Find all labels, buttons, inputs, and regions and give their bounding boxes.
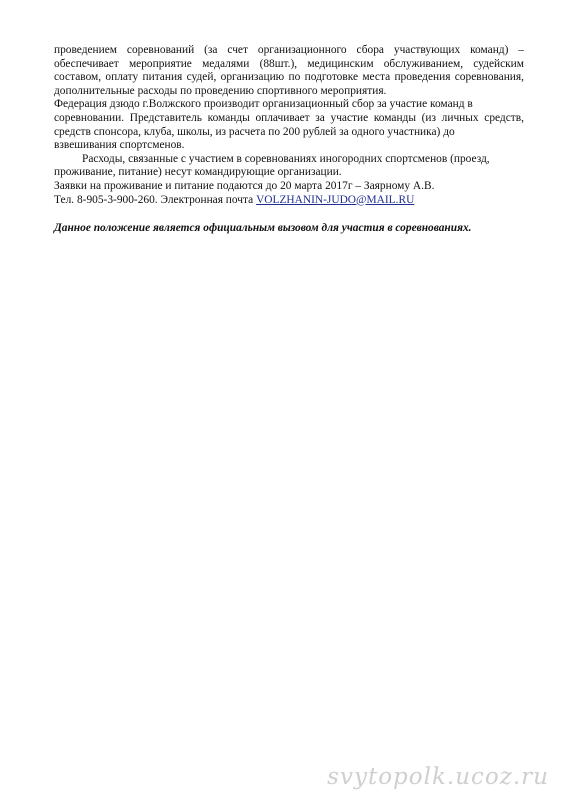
text-line: дополнительные расходы по проведению спортивного мероприятия. (54, 84, 387, 97)
phone-text: Тел. 8-905-3-900-260. Электронная почта (54, 193, 257, 206)
paragraph-travel-expenses (54, 153, 524, 180)
text-line: составом, оплату питания судей, организацию по подготовке места проведения соревнования, (54, 71, 524, 84)
contacts-block (54, 180, 524, 207)
text-line: проведением соревнований (за счет организационного сбора участвующих команд) – (54, 44, 524, 56)
email-link[interactable]: VOLZHANIN-JUDO@MAIL.RU (256, 193, 415, 206)
spacer (54, 207, 524, 220)
text-line: Федерация дзюдо г.Волжского производит организационный сбор за участие команд в (54, 98, 473, 111)
accommodation-deadline: Заявки на проживание и питание подаются до 20 марта 2017г – Заярному А.В. (54, 179, 435, 192)
site-watermark: svytopolk.ucoz.ru (327, 764, 549, 790)
text-line: взвешивания спортсменов. (54, 139, 185, 152)
paragraph-federation-fee (54, 98, 524, 152)
text-line: обеспечивает мероприятие медалями (88шт.), медицинским обслуживанием, судейским (54, 57, 524, 70)
text-line: средств спонсора, клуба, школы, из расчета по 200 рублей за одного участника) до (54, 125, 455, 138)
text-line: соревновании. Представитель команды оплачивает за участие команды (из личных средств, (54, 111, 524, 124)
contact-line (54, 194, 524, 208)
text-line: проживание, питание) несут командирующие организации. (54, 166, 342, 179)
text-line: Расходы, связанные с участием в соревнованиях иногородних спортсменов (проезд, (82, 152, 490, 165)
official-notice: Данное положение является официальным вызовом для участия в соревнованиях. (54, 222, 472, 235)
paragraph-organizer-expenses (54, 44, 524, 98)
document-page (54, 44, 524, 236)
